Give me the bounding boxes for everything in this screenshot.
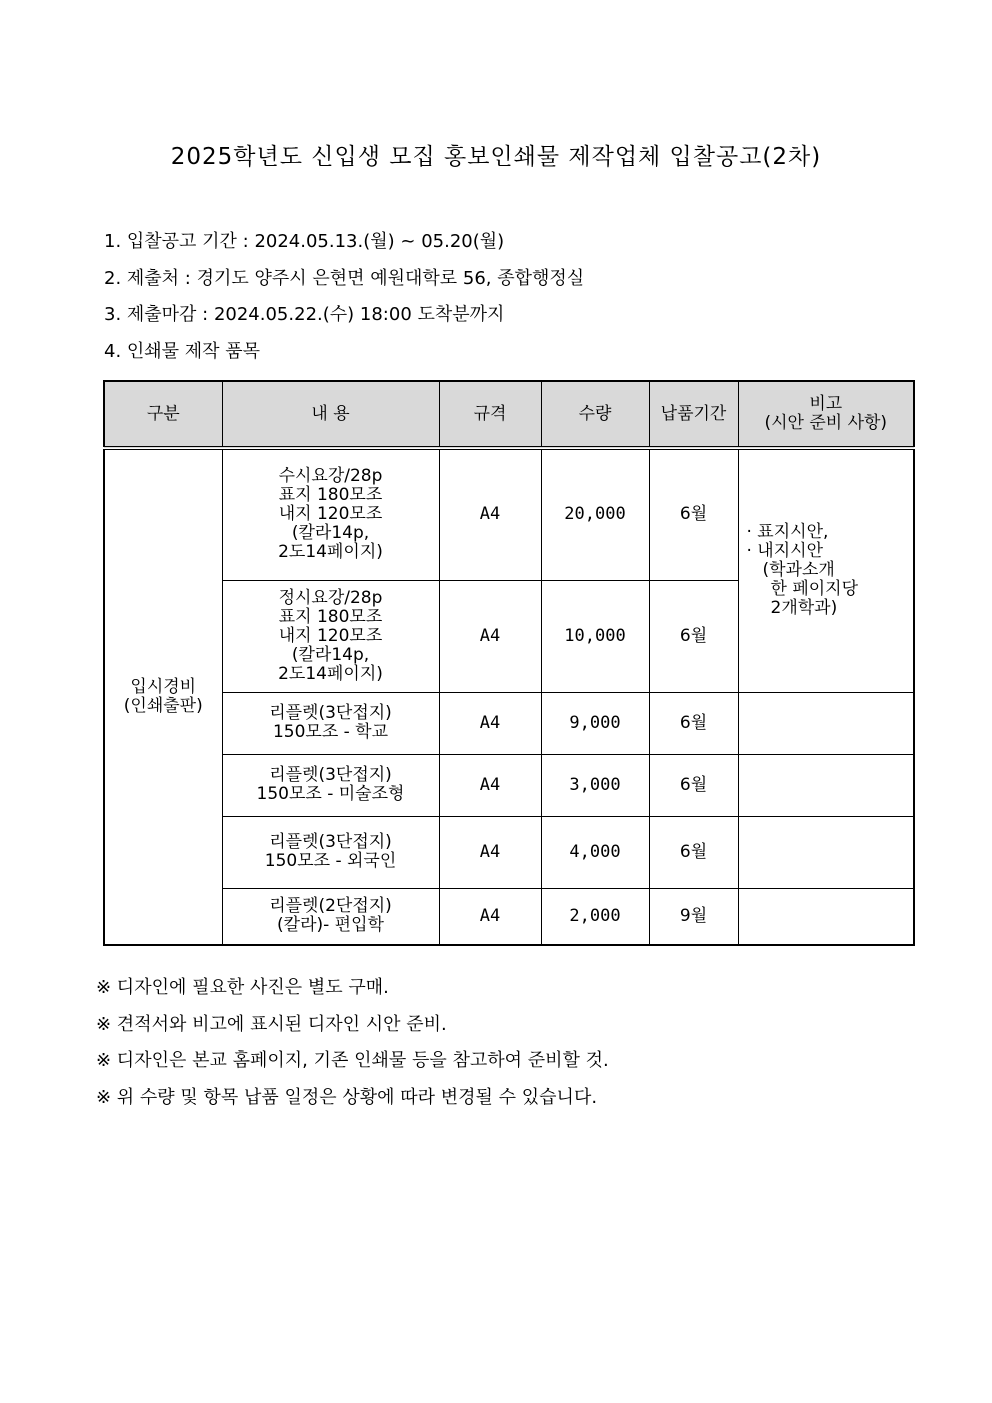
table-row: [104, 754, 914, 816]
content-line: (칼라14p,: [291, 644, 370, 665]
delivery-cell: 6월: [649, 580, 738, 692]
quantity-cell: 2,000: [541, 888, 649, 945]
category-cell: [104, 448, 222, 945]
page-title: 2025학년도 신입생 모집 홍보인쇄물 제작업체 입찰공고(2차): [170, 144, 822, 170]
notice-item-deadline: 3. 제출마감 : 2024.05.22.(수) 18:00 도착분까지: [104, 304, 505, 325]
spec-cell: A4: [439, 692, 541, 754]
note-line: 2개학과): [770, 598, 838, 619]
spec-cell: A4: [439, 448, 541, 580]
notice-item-period: 1. 입찰공고 기간 : 2024.05.13.(월) ~ 05.20(월): [104, 231, 505, 252]
header-quantity: 수량: [541, 381, 649, 448]
delivery-cell: 6월: [649, 692, 738, 754]
content-cell: [222, 754, 439, 816]
quantity-cell: 9,000: [541, 692, 649, 754]
header-delivery: 납품기간: [649, 381, 738, 448]
content-cell: [222, 692, 439, 754]
footnotes: [96, 974, 609, 1120]
note-cell-empty: [738, 754, 914, 816]
content-line: (칼라)- 편입학: [277, 915, 384, 936]
quantity-cell: 3,000: [541, 754, 649, 816]
header-category: 구분: [104, 381, 222, 448]
content-line: 내지 120모조: [278, 504, 383, 525]
content-line: 리플렛(3단접지): [269, 832, 392, 852]
footnote: ※ 위 수량 및 항목 납품 일정은 상황에 따라 변경될 수 있습니다.: [96, 1086, 598, 1108]
delivery-cell: 6월: [649, 754, 738, 816]
note-line: 한 페이지당: [770, 579, 859, 600]
content-line: 리플렛(3단접지): [269, 765, 392, 785]
header-note: [738, 381, 914, 448]
content-line: 2도14페이지): [278, 542, 383, 563]
category-line: (인쇄출판): [123, 696, 203, 716]
note-line: · 표지시안,: [746, 522, 829, 543]
note-line: · 내지시안: [746, 541, 823, 562]
note-cell-empty: [738, 888, 914, 945]
content-line: 2도14페이지): [278, 663, 383, 684]
header-content: 내 용: [222, 381, 439, 448]
quantity-cell: 20,000: [541, 448, 649, 580]
content-cell: [222, 448, 439, 580]
content-line: 내지 120모조: [278, 625, 383, 646]
table-row: [104, 448, 914, 580]
quantity-cell: 10,000: [541, 580, 649, 692]
content-line: 표지 180모조: [278, 606, 383, 627]
table-header-row: [104, 381, 914, 448]
spec-cell: A4: [439, 816, 541, 888]
footnote: ※ 디자인은 본교 홈페이지, 기존 인쇄물 등을 참고하여 준비할 것.: [96, 1050, 609, 1071]
delivery-cell: 6월: [649, 448, 738, 580]
content-line: 표지 180모조: [278, 485, 383, 506]
note-cell-empty: [738, 816, 914, 888]
content-cell: [222, 888, 439, 945]
header-note-subtitle: (시안 준비 사항): [764, 413, 888, 433]
delivery-cell: 6월: [649, 816, 738, 888]
table-row: [104, 692, 914, 754]
content-line: 정시요강/28p: [278, 587, 383, 608]
quantity-cell: 4,000: [541, 816, 649, 888]
content-cell: [222, 580, 439, 692]
content-line: 리플렛(2단접지): [269, 896, 392, 917]
content-line: 수시요강/28p: [278, 466, 383, 487]
header-spec: 규격: [439, 381, 541, 448]
spec-cell: A4: [439, 754, 541, 816]
table-row: [104, 888, 914, 945]
table-row: [104, 816, 914, 888]
content-line: 150모조 - 학교: [272, 722, 389, 742]
content-cell: [222, 816, 439, 888]
spec-cell: A4: [439, 580, 541, 692]
content-line: 150모조 - 외국인: [264, 851, 397, 871]
note-line: (학과소개: [762, 560, 835, 581]
content-line: 150모조 - 미술조형: [256, 784, 405, 804]
content-line: (칼라14p,: [291, 523, 370, 544]
spec-cell: A4: [439, 888, 541, 945]
delivery-cell: 9월: [649, 888, 738, 945]
category-line: 입시경비: [130, 677, 197, 697]
note-cell-empty: [738, 692, 914, 754]
notice-item-products: 4. 인쇄물 제작 품목: [104, 340, 261, 362]
footnote: ※ 디자인에 필요한 사진은 별도 구매.: [96, 977, 389, 998]
notice-item-submission: 2. 제출처 : 경기도 양주시 은현면 예원대학로 56, 종합행정실: [104, 267, 585, 289]
notice-items: [104, 228, 584, 374]
note-cell: [738, 448, 914, 692]
product-table: [103, 380, 915, 946]
content-line: 리플렛(3단접지): [269, 703, 392, 723]
header-note-title: 비고: [809, 394, 843, 414]
footnote: ※ 견적서와 비고에 표시된 디자인 시안 준비.: [96, 1013, 447, 1035]
